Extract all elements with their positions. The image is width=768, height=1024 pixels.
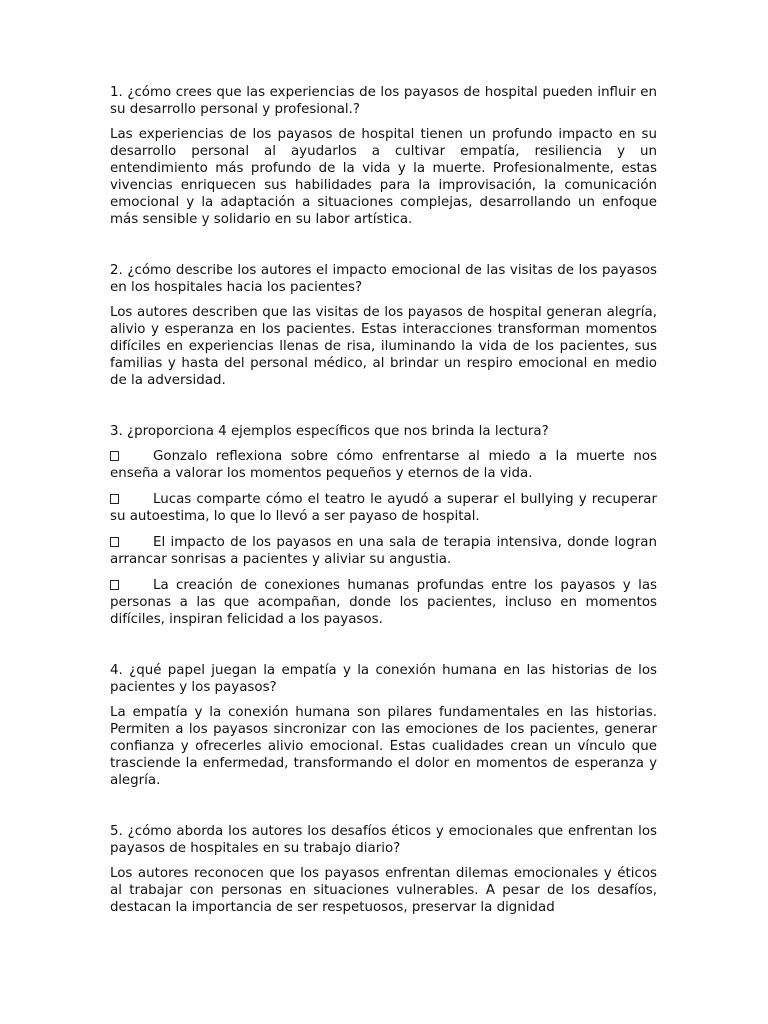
examples-list: [110, 448, 657, 628]
question-text: 3. ¿proporciona 4 ejemplos específicos que nos brinda la lectura?: [110, 424, 549, 439]
question-section-1: [110, 84, 657, 228]
answer-text: Las experiencias de los payasos de hospital tienen un profundo impacto en su desarrollo personal al ayudarlos a cultivar empatía, resiliencia y un entendimiento más profundo de la vida y la muerte. Profesionalmente, estas vivencias enriquecen sus habilidades para la improvisación, la comunicación emocional y la adaptación a situaciones complejas, desarrollando un enfoque más sensible y solidario en su labor artística.: [110, 127, 657, 227]
question-section-5: [110, 823, 657, 916]
list-item-text: La creación de conexiones humanas profundas entre los payasos y las personas a las que acompañan, donde los pacientes, incluso en momentos difíciles, inspiran felicidad a los payasos.: [110, 578, 657, 627]
question-text: 5. ¿cómo aborda los autores los desafíos éticos y emocionales que enfrentan los payasos de hospitales en su trabajo diario?: [110, 824, 657, 856]
list-item: [110, 491, 657, 525]
answer-text: Los autores describen que las visitas de los payasos de hospital generan alegría, alivio y esperanza en los pacientes. Estas interacciones transforman momentos difíciles en experiencias llenas de risa, iluminando la vida de los pacientes, sus familias y hasta del personal médico, al brindar un respiro emocional en medio de la adversidad.: [110, 305, 657, 388]
question-text: 4. ¿qué papel juegan la empatía y la conexión humana en las historias de los pacientes y los payasos?: [110, 663, 657, 695]
question-section-4: [110, 662, 657, 789]
answer-text: Los autores reconocen que los payasos enfrentan dilemas emocionales y éticos al trabajar con personas en situaciones vulnerables. A pesar de los desafíos, destacan la importancia de ser respetuosos, preservar la dignidad: [110, 866, 657, 915]
missing-glyph-bullet-icon: [110, 451, 119, 461]
question-text: 2. ¿cómo describe los autores el impacto emocional de las visitas de los payasos en los hospitales hacia los pacientes?: [110, 263, 657, 295]
question-section-2: [110, 262, 657, 389]
list-item: [110, 577, 657, 628]
document-page: [110, 84, 657, 950]
list-item-text: Lucas comparte cómo el teatro le ayudó a superar el bullying y recuperar su autoestima, lo que lo llevó a ser payaso de hospital.: [110, 492, 657, 524]
list-item-text: Gonzalo reflexiona sobre cómo enfrentarse al miedo a la muerte nos enseña a valorar los momentos pequeños y eternos de la vida.: [110, 449, 657, 481]
list-item-text: El impacto de los payasos en una sala de terapia intensiva, donde logran arrancar sonrisas a pacientes y aliviar su angustia.: [110, 535, 657, 567]
list-item: [110, 534, 657, 568]
question-text: 1. ¿cómo crees que las experiencias de los payasos de hospital pueden influir en su desarrollo personal y profesional.?: [110, 85, 657, 117]
question-section-3: [110, 423, 657, 628]
list-item: [110, 448, 657, 482]
missing-glyph-bullet-icon: [110, 580, 119, 590]
missing-glyph-bullet-icon: [110, 494, 119, 504]
missing-glyph-bullet-icon: [110, 537, 119, 547]
answer-text: La empatía y la conexión humana son pilares fundamentales en las historias. Permiten a los payasos sincronizar con las emociones de los pacientes, generar confianza y ofrecerles alivio emocional. Estas cualidades crean un vínculo que trasciende la enfermedad, transformando el dolor en momentos de esperanza y alegría.: [110, 705, 657, 788]
